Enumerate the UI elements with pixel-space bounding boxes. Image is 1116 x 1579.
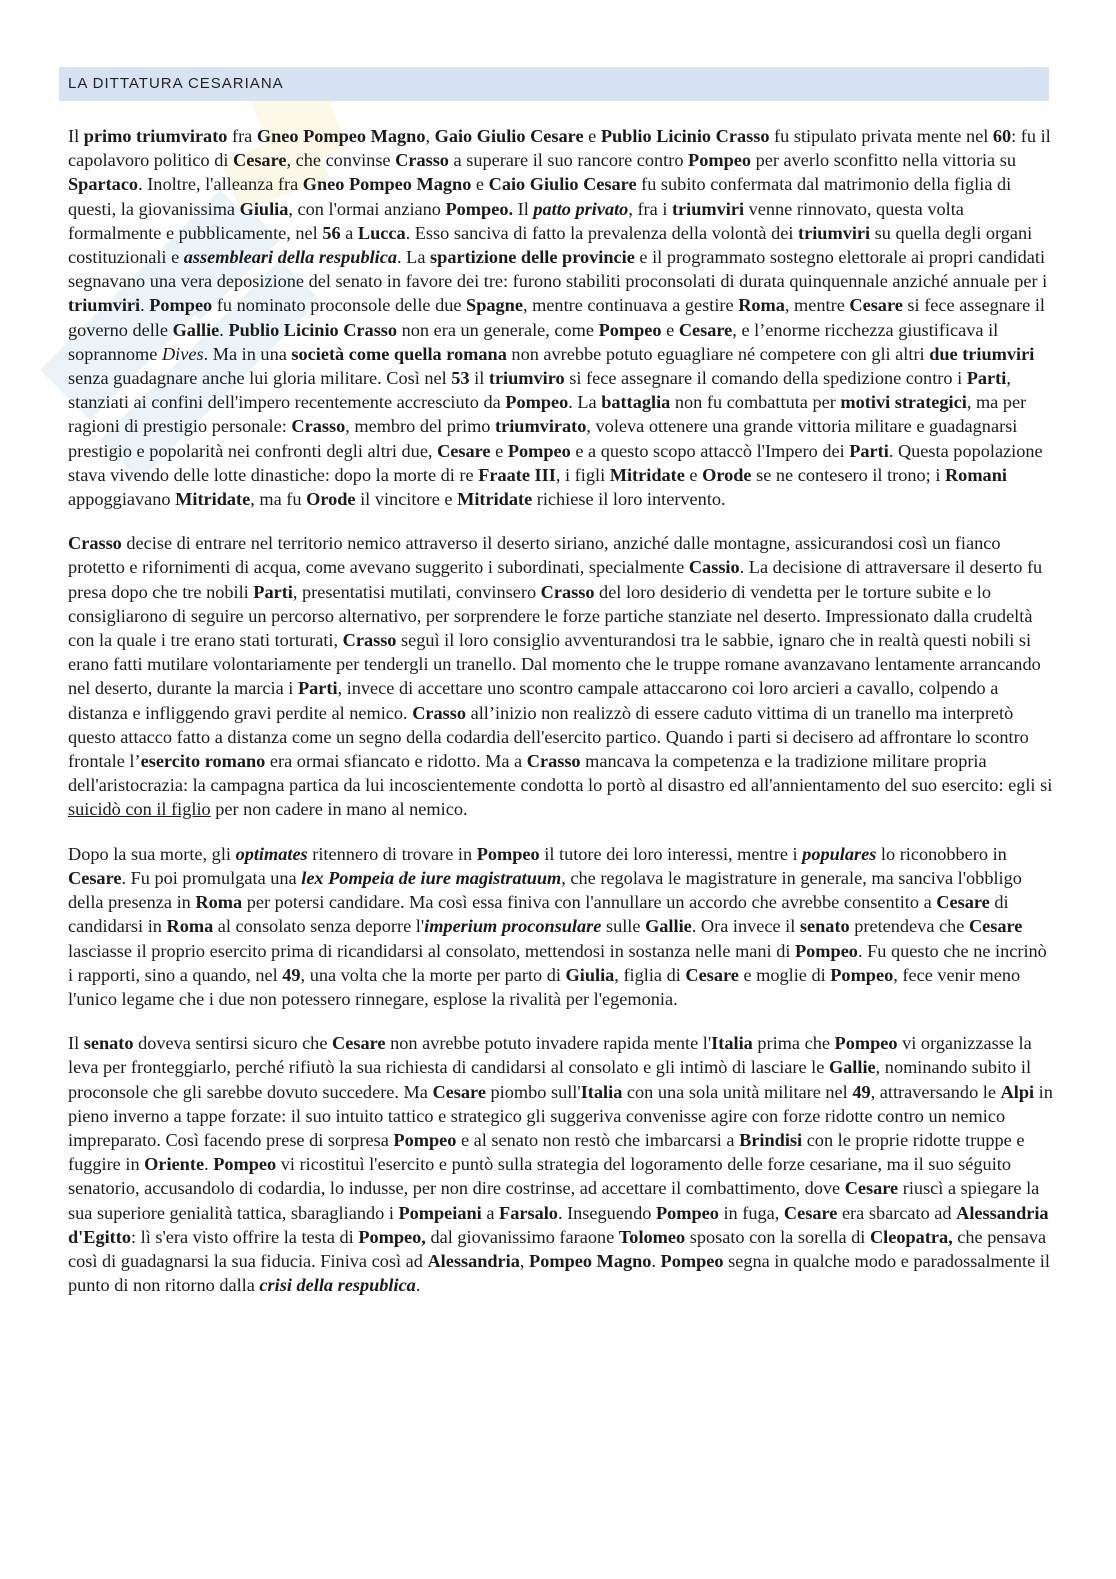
text-run: , che regolava le magistrature in generale, ma sanciva l'obbligo della presenza in [68, 867, 1022, 913]
text-run: mancava la competenza e la tradizione militare propria dell'aristocrazia: la campagna partica da lui incoscientemente condotta lo portò al disastro ed all'annientamento del suo esercito: egli si [68, 751, 1053, 796]
emphasis-term: Parti [297, 678, 338, 699]
paragraph [68, 124, 1053, 511]
emphasis-term: motivi strategici [840, 392, 967, 413]
text-run: , nominando subito il proconsole che gli sarebbe dovuto succedere. Ma [68, 1057, 1032, 1102]
text-run: , figlia di [614, 964, 686, 985]
emphasis-term: Publio Licinio Crasso [600, 126, 770, 146]
text-run: si fece assegnare il comando della spedizione contro i [564, 368, 967, 389]
emphasis-term: senato [799, 916, 850, 937]
document-body [68, 124, 1053, 1317]
emphasis-term: Alessandria [427, 1250, 520, 1271]
text-run: , i figli [555, 464, 610, 485]
text-run: sposato con la sorella di [685, 1226, 870, 1247]
emphasis-term: Cesare [849, 295, 903, 316]
text-run: per averlo sconfitto nella vittoria su [751, 150, 1016, 171]
text-run: , membro del primo [345, 416, 495, 437]
text-run: e a questo scopo attaccò l'Impero dei [570, 440, 850, 461]
emphasis-term: Orode [702, 464, 752, 485]
emphasis-term: spartizione delle provincie [430, 247, 635, 268]
text-run: e moglie di [738, 964, 831, 985]
section-title: LA DITTATURA CESARIANA [68, 75, 284, 92]
paragraph [68, 531, 1053, 821]
text-run: . Ora invece il [691, 916, 800, 937]
text-run: , mentre [784, 295, 850, 316]
text-run: . [140, 295, 150, 316]
emphasis-term: Pompeo [834, 1033, 898, 1054]
text-run: . Fu poi promulgata una [121, 867, 302, 888]
text-run: riuscì a spiegare la sua superiore genialità tattica, sbaragliando i [68, 1178, 1040, 1223]
emphasis-term: triumviri [798, 222, 871, 243]
emphasis-term: Mitridate [609, 464, 685, 485]
emphasis-term: triumviro [488, 368, 565, 389]
emphasis-term: Cassio [688, 557, 740, 578]
text-run: sulle [601, 916, 646, 937]
emphasis-term: Cesare [844, 1178, 899, 1199]
emphasis-term: due triumviri [929, 343, 1035, 364]
text-run: fu nominato proconsole delle due [212, 295, 467, 316]
emphasis-term: Gallie [645, 916, 692, 937]
text-run: e al senato non restò che imbarcarsi a [456, 1129, 740, 1150]
text-run: . [415, 1275, 421, 1296]
text-run: del loro desiderio di vendetta per le torture subite e lo consigliarono di seguire un percorso alternativo, per sorprendere le forze partiche stanziate nel deserto. Impressionato dalla crudeltà con la quale i tre erano stati torturati, [68, 581, 1033, 651]
emphasis-term: Cesare [437, 440, 491, 461]
emphasis-term: Cesare [678, 319, 733, 340]
emphasis-term: Parti [966, 368, 1007, 389]
emphasis-term: Brindisi [739, 1129, 803, 1150]
text-run: all’inizio non realizzò di essere caduto vittima di un tranello ma interpretò questo attacco fatto a distanza come un segno della codardia dell'esercito partico. Quando i parti si decisero ad affrontare lo scontro frontale l’ [68, 702, 1029, 772]
paragraph [68, 842, 1053, 1011]
emphasis-term: Italia [580, 1081, 623, 1102]
text-run: seguì il loro consiglio avventurandosi tra le sabbie, ignaro che in realtà questi nobili si erano fatti mutilare volontariamente per tendergli un tranello. Dal momento che le truppe romane avanzavano lentamente arrancando nel deserto, durante la marcia i [68, 630, 1041, 699]
text-run: decise di entrare nel territorio nemico attraverso il deserto siriano, anziché dalle montagne, assicurandosi così un fianco protetto e rifornimenti di acqua, come avevano suggerito i subordinati, specialmente [68, 533, 1001, 578]
emphasis-term: Cesare [68, 867, 122, 888]
text-run: . La decisione di attraversare il deserto fu presa dopo che tre nobili [68, 557, 1043, 602]
text-run: . Ma in una [203, 343, 292, 364]
text-run: e [684, 464, 703, 485]
text-run: il tutore dei loro interessi, mentre i [539, 843, 803, 864]
emphasis-term: Giulia [565, 964, 615, 985]
emphasis-term: Romani [944, 464, 1007, 485]
emphasis-term: 53 [451, 368, 470, 389]
emphasis-term: triumvirato [495, 416, 587, 437]
emphasis-term: 60 [992, 126, 1012, 146]
emphasis-term: Roma [195, 892, 243, 913]
emphasis-term: Crasso [412, 702, 467, 723]
text-run: non avrebbe potuto eguagliare né competere con gli altri [506, 343, 930, 364]
emphasis-term: Pompeo, [358, 1226, 426, 1247]
text-run: , presentatisi mutilati, convinsero [292, 581, 541, 602]
text-run: , ma per ragioni di prestigio personale: [68, 392, 1027, 437]
text-run: con una sola unità militare nel [622, 1081, 853, 1102]
text-run: e [661, 319, 679, 340]
emphasis-term: Fraate III [478, 464, 556, 485]
text-run: a superare il suo rancore contro [448, 150, 689, 171]
emphasis-term: Spagne [466, 295, 523, 316]
text-run: per non cadere in mano al nemico. [210, 799, 468, 820]
emphasis-term: società come quella romana [291, 343, 507, 364]
text-run: . Questa popolazione stava vivendo delle lotte dinastiche: dopo la morte di re [68, 440, 1043, 485]
text-run: fu stipulato privata mente nel [769, 126, 993, 146]
emphasis-term: assembleari della respublica [183, 247, 398, 268]
emphasis-term: Farsalo [499, 1202, 558, 1223]
emphasis-term: 49 [282, 964, 301, 985]
text-run: , fece venir meno l'unico legame che i due non potessero rinnegare, esplose la rivalità per l'egemonia. [68, 964, 1021, 1009]
emphasis-term: Gallie [172, 319, 220, 340]
emphasis-term: Cesare [685, 964, 739, 985]
text-run: in fuga, [718, 1202, 784, 1223]
emphasis-term: Pompeo [507, 440, 571, 461]
emphasis-term: Pompeo [794, 940, 858, 961]
text-run: appoggiavano [68, 489, 176, 510]
emphasis-term: optimates [235, 843, 308, 864]
emphasis-term: Orode [306, 489, 356, 510]
text-run: . Inseguendo [557, 1202, 656, 1223]
text-run: per potersi candidare. Ma così essa finiva con l'annullare un accordo che avrebbe consentito a [242, 892, 937, 913]
text-run: pretendeva che [849, 916, 969, 937]
text-run: : fu il capolavoro politico di [68, 126, 1051, 171]
emphasis-term: Crasso [395, 150, 449, 171]
emphasis-term: battaglia [601, 392, 671, 413]
emphasis-term: Oriente [144, 1154, 205, 1175]
emphasis-term: Parti [253, 581, 293, 602]
emphasis-term: Tolomeo [618, 1226, 686, 1247]
section-header [59, 67, 1049, 101]
text-run: , e l’enorme ricchezza giustificava il soprannome [68, 319, 999, 364]
text-run: fra [227, 126, 257, 146]
emphasis-term: suicidò con il figlio [68, 799, 211, 820]
emphasis-term: Gneo Pompeo Magno [256, 126, 426, 146]
text-run: , ma fu [250, 489, 307, 510]
text-run: non era un generale, come [397, 319, 599, 340]
text-run: a [481, 1202, 500, 1223]
text-run: e il programmato sostegno elettorale ai propri candidati segnavano una vera deposizione del senato in favore dei tre: furono stabiliti proconsolati di durata quinquennale anziché annuale per i [68, 247, 1048, 292]
emphasis-term: lex Pompeia de iure magistratuum [301, 867, 562, 888]
text-run: . La [397, 247, 431, 268]
emphasis-term: 49 [852, 1081, 871, 1102]
text-run: e [490, 440, 508, 461]
text-run: segna in qualche modo e paradossalmente il punto di non ritorno dalla [68, 1250, 1050, 1296]
emphasis-term: Gaio Giulio Cesare [434, 126, 584, 146]
text-run: vi ricostituì l'esercito e puntò sulla strategia del logoramento delle forze cesariane, ma il suo séguito senatorio, accusandolo di codardia, lo indusse, per non dire costrinse, ad accettare il combattimento, dove [68, 1154, 1011, 1199]
emphasis-term: Pompeo [213, 1154, 277, 1175]
emphasis-term: Cesare [968, 916, 1023, 937]
emphasis-term: Pompeo [149, 295, 213, 316]
emphasis-term: Pompeo [393, 1129, 457, 1150]
emphasis-term: esercito romano [140, 751, 266, 772]
emphasis-term: Cesare [432, 1081, 486, 1102]
text-run: su quella degli organi costituzionali e [68, 222, 1033, 268]
text-run: , voleva ottenere una grande vittoria militare e guadagnarsi prestigio e popolarità nei confronti degli altri due, [68, 416, 1018, 461]
text-run: Dopo la sua morte, gli [68, 843, 236, 864]
emphasis-term: Mitridate [175, 489, 251, 510]
text-run: si fece assegnare il governo delle [68, 295, 1045, 340]
text-run: venne rinnovato, questa volta formalmente e pubblicamente, nel [68, 198, 964, 243]
emphasis-term: primo triumvirato [83, 126, 228, 146]
text-run: era sbarcato ad [837, 1202, 957, 1223]
emphasis-term: Crasso [68, 533, 122, 554]
emphasis-term: Crasso [342, 630, 397, 651]
text-run: lo riconobbero in [876, 843, 1007, 864]
emphasis-term: Pompeo Magno [529, 1250, 652, 1271]
text-run: , [425, 126, 435, 146]
text-run: non fu combattuta per [670, 392, 841, 413]
text-run: prima che [752, 1033, 835, 1054]
text-run: Il [68, 1033, 84, 1054]
text-run: ritennero di trovare in [307, 843, 477, 864]
emphasis-term: imperium proconsulare [424, 916, 602, 937]
emphasis-term: crisi della respublica [259, 1275, 416, 1296]
emphasis-term: Cesare [233, 150, 287, 171]
text-run: , una volta che la morte per parto di [300, 964, 566, 985]
emphasis-term: Cesare [936, 892, 990, 913]
emphasis-term: Spartaco [68, 174, 139, 195]
text-run: , mentre continuava a gestire [522, 295, 739, 316]
text-run: fu subito confermata dal matrimonio della figlia di questi, la giovanissima [68, 174, 1012, 219]
emphasis-term: populares [802, 843, 877, 864]
text-run: se ne contesero il trono; i [751, 464, 945, 485]
text-run: doveva sentirsi sicuro che [133, 1033, 333, 1054]
text-run: . Fu questo che ne incrinò i rapporti, sino a quando, nel [68, 940, 1047, 985]
text-run: . La [568, 392, 602, 413]
emphasis-term: Pompeiani [398, 1202, 482, 1223]
text-run: , stanziati ai confini dell'impero recentemente accresciuto da [68, 368, 1011, 413]
emphasis-term: Cesare [332, 1033, 386, 1054]
text-run: in pieno inverno a tappe forzate: il suo intuito tattico e strategico gli suggeriva convenisse agire con forze ridotte contro un nemico impreparato. Così facendo prese di sorpresa [68, 1081, 1053, 1150]
text-run: , attraversando le [870, 1081, 1001, 1102]
emphasis-term: Parti [849, 440, 889, 461]
emphasis-term: Alpi [1000, 1081, 1035, 1102]
emphasis-term: triumviri [68, 295, 141, 316]
emphasis-term: Gneo Pompeo Magno [302, 174, 472, 195]
text-run: con le proprie ridotte truppe e fuggire in [68, 1129, 1025, 1175]
emphasis-term: Pompeo [655, 1202, 719, 1223]
text-run: a [340, 222, 358, 243]
emphasis-term: Cesare [783, 1202, 838, 1223]
text-run: il [469, 368, 489, 389]
emphasis-term: Pompeo [476, 843, 540, 864]
text-run: e [471, 174, 489, 195]
paragraph [68, 1031, 1053, 1297]
emphasis-term: senato [83, 1033, 134, 1054]
text-run: , invece di accettare uno scontro campale attaccarono coi loro arcieri a cavallo, colpendo a distanza e infliggendo gravi perdite al nemico. [68, 678, 999, 723]
text-run: . [204, 1154, 214, 1175]
text-run: era ormai sfiancato e ridotto. Ma a [265, 751, 527, 772]
emphasis-term: Pompeo. [445, 198, 514, 219]
emphasis-term: Italia [711, 1033, 753, 1054]
emphasis-term: Pompeo [688, 150, 751, 171]
emphasis-term: Lucca [357, 222, 406, 243]
text-run: e [583, 126, 601, 146]
emphasis-term: Pompeo [598, 319, 662, 340]
text-run: piombo sull' [485, 1081, 581, 1102]
text-run: vi organizzasse la leva per fronteggiarlo, perché rifiutò la sua richiesta di candidarsi al consolato e gli intimò di lasciare le [68, 1033, 1032, 1078]
emphasis-term: Pompeo [660, 1250, 724, 1271]
text-run: Il [513, 198, 534, 219]
emphasis-term: triumviri [671, 198, 745, 219]
text-run: senza guadagnare anche lui gloria militare. Così nel [68, 368, 452, 389]
text-run: dal giovanissimo faraone [425, 1226, 619, 1247]
emphasis-term: 56 [322, 222, 341, 243]
text-run: lasciasse il proprio esercito prima di ricandidarsi al consolato, mettendosi in sostanza nelle mani di [68, 940, 795, 961]
emphasis-term: Dives [161, 343, 204, 364]
emphasis-term: Roma [738, 295, 785, 316]
emphasis-term: Roma [166, 916, 214, 937]
emphasis-term: Gallie [828, 1057, 876, 1078]
text-run: al consolato senza deporre l' [213, 916, 425, 937]
emphasis-term: Giulia [239, 198, 289, 219]
text-run: : lì s'era visto offrire la testa di [130, 1226, 359, 1247]
text-run: richiese il loro intervento. [532, 489, 726, 510]
emphasis-term: Caio Giulio Cesare [488, 174, 637, 195]
emphasis-term: Publio Licinio Crasso [228, 319, 398, 340]
text-run: di candidarsi in [68, 892, 1009, 937]
text-run: . [651, 1250, 661, 1271]
emphasis-term: Crasso [526, 751, 581, 772]
text-run: Il [68, 126, 84, 146]
text-run: non avrebbe potuto invadere rapida mente l' [385, 1033, 712, 1054]
emphasis-term: patto privato [533, 198, 629, 219]
text-run: , che convinse [286, 150, 396, 171]
emphasis-term: Mitridate [457, 489, 533, 510]
emphasis-term: Pompeo [830, 964, 894, 985]
text-run: , [519, 1250, 530, 1271]
text-run: , fra i [628, 198, 672, 219]
text-run: , con l'ormai anziano [288, 198, 446, 219]
text-run: . [219, 319, 229, 340]
emphasis-term: Crasso [540, 581, 595, 602]
emphasis-term: Alessandria d'Egitto [68, 1202, 1049, 1247]
text-run: . Inoltre, l'alleanza fra [138, 174, 303, 195]
emphasis-term: Pompeo [505, 392, 569, 413]
emphasis-term: Cleopatra, [869, 1226, 953, 1247]
emphasis-term: Crasso [291, 416, 346, 437]
text-run: che pensava così di guadagnarsi la sua fiducia. Finiva così ad [68, 1226, 1047, 1271]
text-run: il vincitore e [355, 489, 458, 510]
text-run: . Esso sanciva di fatto la prevalenza della volontà dei [405, 222, 799, 243]
